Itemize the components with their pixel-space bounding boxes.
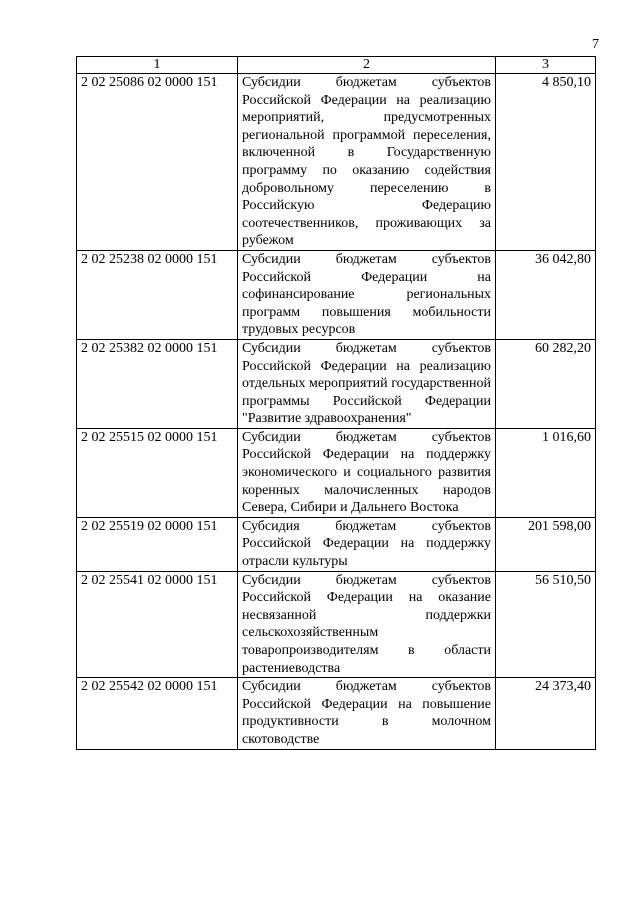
description-cell: Субсидии бюджетам субъектов Российской Федерации на поддержку экономического и социального развития коренных малочисленных народов Севера, Сибири и Дальнего Востока	[238, 428, 496, 517]
description-cell: Субсидии бюджетам субъектов Российской Федерации на оказание несвязанной поддержки сельскохозяйственным товаропроизводителям в области растениеводства	[238, 571, 496, 678]
column-header-code: 1	[77, 57, 238, 74]
description-cell: Субсидии бюджетам субъектов Российской Федерации на реализацию отдельных мероприятий государственной программы Российской Федерации "Развитие здравоохранения"	[238, 339, 496, 428]
amount-cell: 4 850,10	[496, 74, 596, 251]
budget-code-cell: 2 02 25238 02 0000 151	[77, 250, 238, 339]
header-row	[77, 57, 596, 74]
description-cell: Субсидии бюджетам субъектов Российской Федерации на повышение продуктивности в молочном скотоводстве	[238, 678, 496, 749]
amount-cell: 201 598,00	[496, 517, 596, 571]
budget-code-cell: 2 02 25086 02 0000 151	[77, 74, 238, 251]
amount-cell: 56 510,50	[496, 571, 596, 678]
description-cell: Субсидия бюджетам субъектов Российской Федерации на поддержку отрасли культуры	[238, 517, 496, 571]
budget-table	[76, 56, 596, 750]
page-number: 7	[592, 37, 599, 52]
budget-code-cell: 2 02 25542 02 0000 151	[77, 678, 238, 749]
amount-cell: 1 016,60	[496, 428, 596, 517]
table-row	[77, 339, 596, 428]
column-header-description: 2	[238, 57, 496, 74]
description-cell: Субсидии бюджетам субъектов Российской Федерации на реализацию мероприятий, предусмотренных региональной программой переселения, включенной в Государственную программу по оказанию содействия добровольному переселению в Российскую Федерацию соотечественников, проживающих за рубежом	[238, 74, 496, 251]
budget-code-cell: 2 02 25515 02 0000 151	[77, 428, 238, 517]
table-row	[77, 428, 596, 517]
table-row	[77, 517, 596, 571]
amount-cell: 24 373,40	[496, 678, 596, 749]
amount-cell: 36 042,80	[496, 250, 596, 339]
table-row	[77, 678, 596, 749]
table-row	[77, 74, 596, 251]
amount-cell: 60 282,20	[496, 339, 596, 428]
column-header-amount: 3	[496, 57, 596, 74]
table-row	[77, 250, 596, 339]
budget-code-cell: 2 02 25382 02 0000 151	[77, 339, 238, 428]
table-header	[77, 57, 596, 74]
budget-code-cell: 2 02 25541 02 0000 151	[77, 571, 238, 678]
budget-code-cell: 2 02 25519 02 0000 151	[77, 517, 238, 571]
description-cell: Субсидии бюджетам субъектов Российской Федерации на софинансирование региональных программ повышения мобильности трудовых ресурсов	[238, 250, 496, 339]
table-row	[77, 571, 596, 678]
